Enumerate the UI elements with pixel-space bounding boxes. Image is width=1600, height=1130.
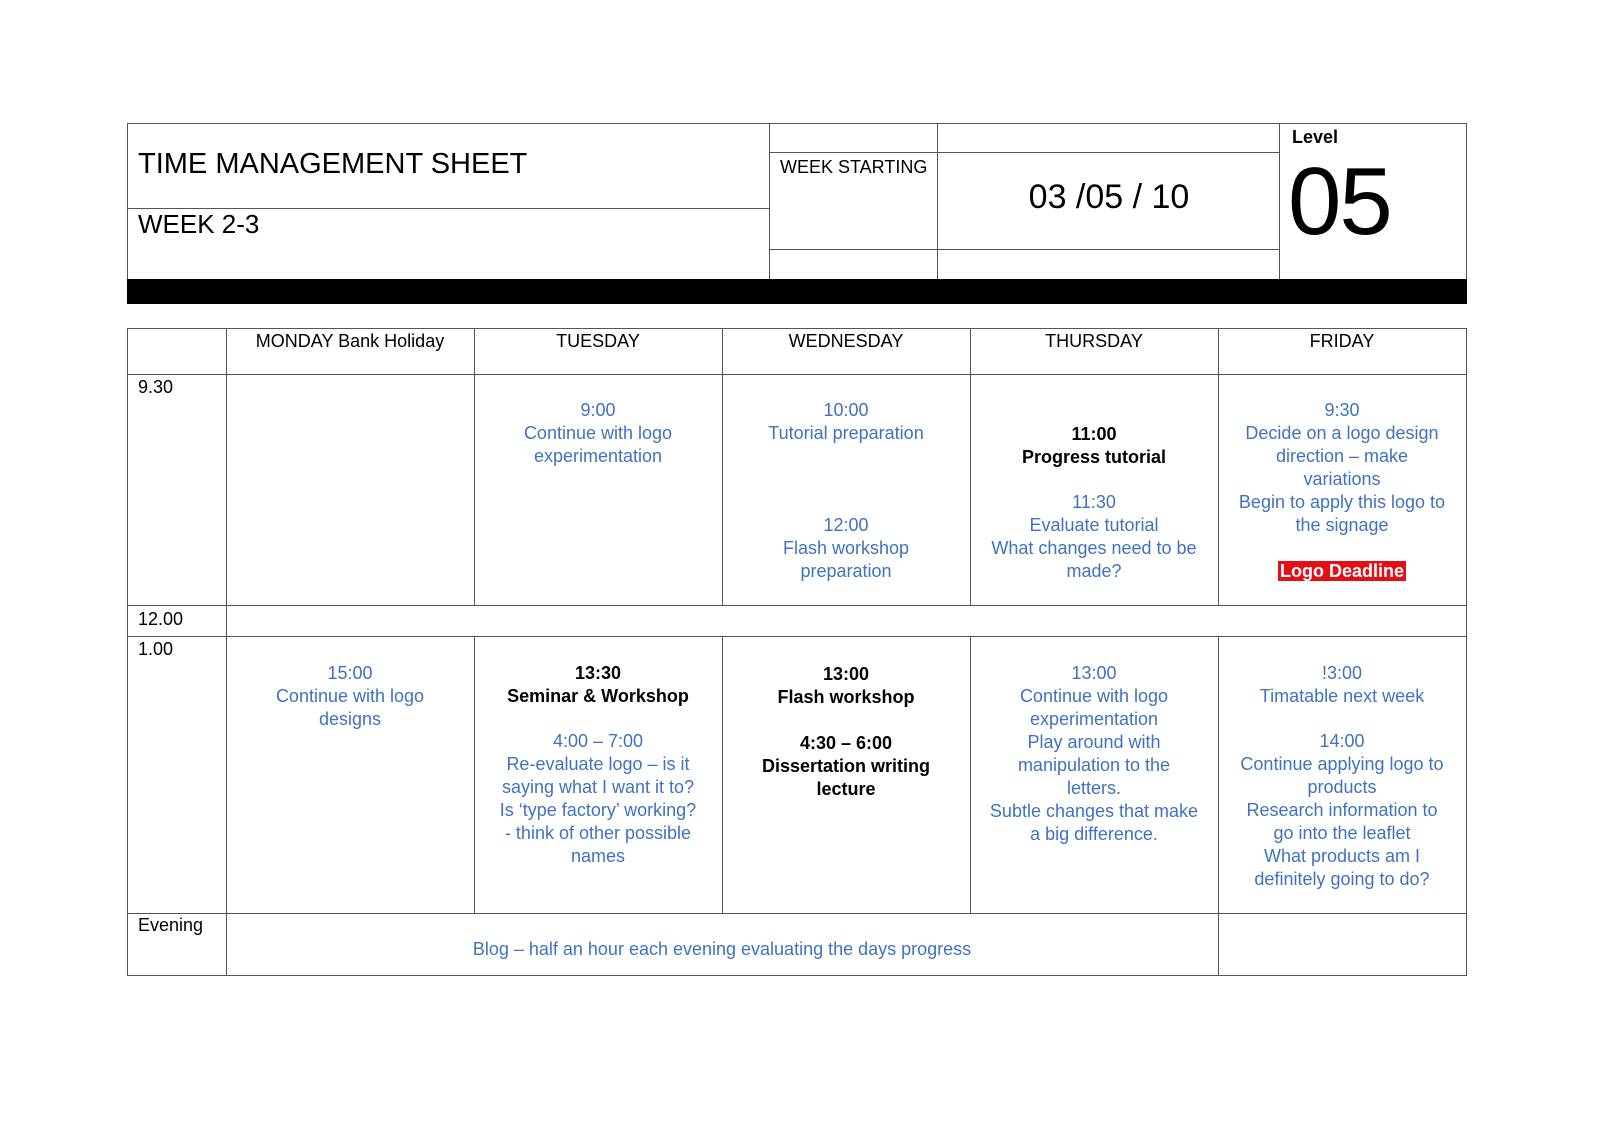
entry-line: experimentation: [1029, 709, 1159, 729]
entry-line: Continue with logo: [1019, 686, 1169, 706]
day-header-thursday: [970, 330, 1218, 353]
entry-line: Tutorial preparation: [768, 423, 924, 443]
day-header-friday: [1218, 330, 1466, 353]
entry-time: 11:30: [1072, 492, 1116, 512]
week-range: WEEK 2-3: [138, 209, 260, 239]
day-name: FRIDAY: [1309, 331, 1375, 351]
header-divider-bar: [127, 279, 1467, 304]
entry-line: What changes need to be: [991, 538, 1197, 558]
entry-line: Seminar & Workshop: [507, 686, 689, 706]
entry-time: 10:00: [823, 400, 869, 420]
entry-line: Progress tutorial: [1021, 447, 1167, 467]
entry-line: Continue with logo: [275, 686, 425, 706]
entry-line: Flash workshop: [782, 538, 910, 558]
entry-line: Dissertation writing: [761, 756, 931, 776]
entry-line: names: [570, 846, 626, 866]
sheet-title: TIME MANAGEMENT SHEET: [138, 148, 528, 180]
time-label-morning: 9.30: [138, 377, 174, 397]
entry-line: preparation: [800, 561, 892, 581]
entry-line: Research information to: [1246, 800, 1438, 820]
morning-tuesday-entry: [474, 399, 722, 468]
afternoon-tuesday-entry: [474, 730, 722, 868]
day-name: TUESDAY: [556, 331, 640, 351]
day-name: THURSDAY: [1045, 331, 1143, 351]
level-value: 05: [1288, 148, 1391, 255]
week-starting-label: WEEK STARTING: [780, 157, 928, 177]
entry-line: Is ‘type factory’ working?: [499, 800, 697, 820]
entry-time: 4:00 – 7:00: [552, 731, 644, 751]
entry-line: made?: [1066, 561, 1122, 581]
entry-line: What products am I: [1263, 846, 1421, 866]
morning-wednesday-entry-a: [722, 399, 970, 445]
time-label-evening: Evening: [138, 915, 204, 935]
entry-line: Timatable next week: [1259, 686, 1425, 706]
afternoon-wednesday-lecture: [722, 732, 970, 801]
entry-line: direction – make: [1275, 446, 1409, 466]
afternoon-wednesday-flash-workshop: [722, 663, 970, 709]
day-header-tuesday: [474, 330, 722, 353]
entry-line: Evaluate tutorial: [1029, 515, 1159, 535]
logo-deadline-badge: Logo Deadline: [1279, 561, 1404, 581]
day-name: MONDAY: [255, 331, 334, 351]
entry-line: variations: [1303, 469, 1381, 489]
entry-line: Continue with logo: [523, 423, 673, 443]
entry-line: designs: [318, 709, 382, 729]
entry-line: Decide on a logo design: [1245, 423, 1439, 443]
entry-time: 4:30 – 6:00: [799, 733, 893, 753]
day-note: Bank Holiday: [338, 331, 445, 351]
entry-time: 11:00: [1071, 424, 1117, 444]
entry-line: - think of other possible: [504, 823, 692, 843]
morning-thursday-tutorial: [970, 423, 1218, 469]
level-label: Level: [1292, 127, 1339, 147]
afternoon-friday-entry-b: [1218, 730, 1466, 891]
afternoon-thursday-entry: [970, 662, 1218, 846]
entry-line: go into the leaflet: [1273, 823, 1411, 843]
time-label-noon: 12.00: [138, 609, 184, 629]
entry-line: letters.: [1066, 778, 1122, 798]
morning-friday-entry: [1218, 399, 1466, 583]
entry-line: Continue applying logo to: [1240, 754, 1444, 774]
morning-wednesday-entry-b: [722, 514, 970, 583]
entry-line: lecture: [816, 779, 876, 799]
time-label-afternoon: 1.00: [138, 639, 174, 659]
entry-line: Re-evaluate logo – is it: [506, 754, 690, 774]
entry-time: 9:30: [1324, 400, 1360, 420]
entry-line: a big difference.: [1030, 824, 1158, 844]
entry-line: products: [1307, 777, 1377, 797]
entry-time: 15:00: [327, 663, 373, 683]
entry-line: saying what I want it to?: [501, 777, 695, 797]
entry-line: the signage: [1295, 515, 1389, 535]
entry-line: Begin to apply this logo to: [1238, 492, 1446, 512]
week-start-date: 03 /05 / 10: [1028, 178, 1190, 216]
entry-time: 13:00: [822, 664, 870, 684]
entry-time: 13:00: [1071, 663, 1117, 683]
entry-time: 12:00: [823, 515, 869, 535]
entry-time: 14:00: [1319, 731, 1365, 751]
day-header-monday: [226, 330, 474, 353]
afternoon-friday-entry-a: [1218, 662, 1466, 708]
afternoon-monday-entry: [226, 662, 474, 731]
entry-line: Flash workshop: [777, 687, 915, 707]
entry-line: manipulation to the: [1017, 755, 1171, 775]
entry-time: !3:00: [1321, 663, 1363, 683]
entry-line: Subtle changes that make: [989, 801, 1199, 821]
evening-blog-entry: Blog – half an hour each evening evaluating the days progress: [472, 939, 972, 959]
day-header-wednesday: [722, 330, 970, 353]
morning-thursday-entry: [970, 491, 1218, 583]
entry-line: definitely going to do?: [1254, 869, 1430, 889]
afternoon-tuesday-seminar: [474, 662, 722, 708]
entry-line: experimentation: [533, 446, 663, 466]
entry-time: 13:30: [574, 663, 622, 683]
entry-line: Play around with: [1027, 732, 1161, 752]
entry-time: 9:00: [580, 400, 616, 420]
day-name: WEDNESDAY: [788, 331, 904, 351]
